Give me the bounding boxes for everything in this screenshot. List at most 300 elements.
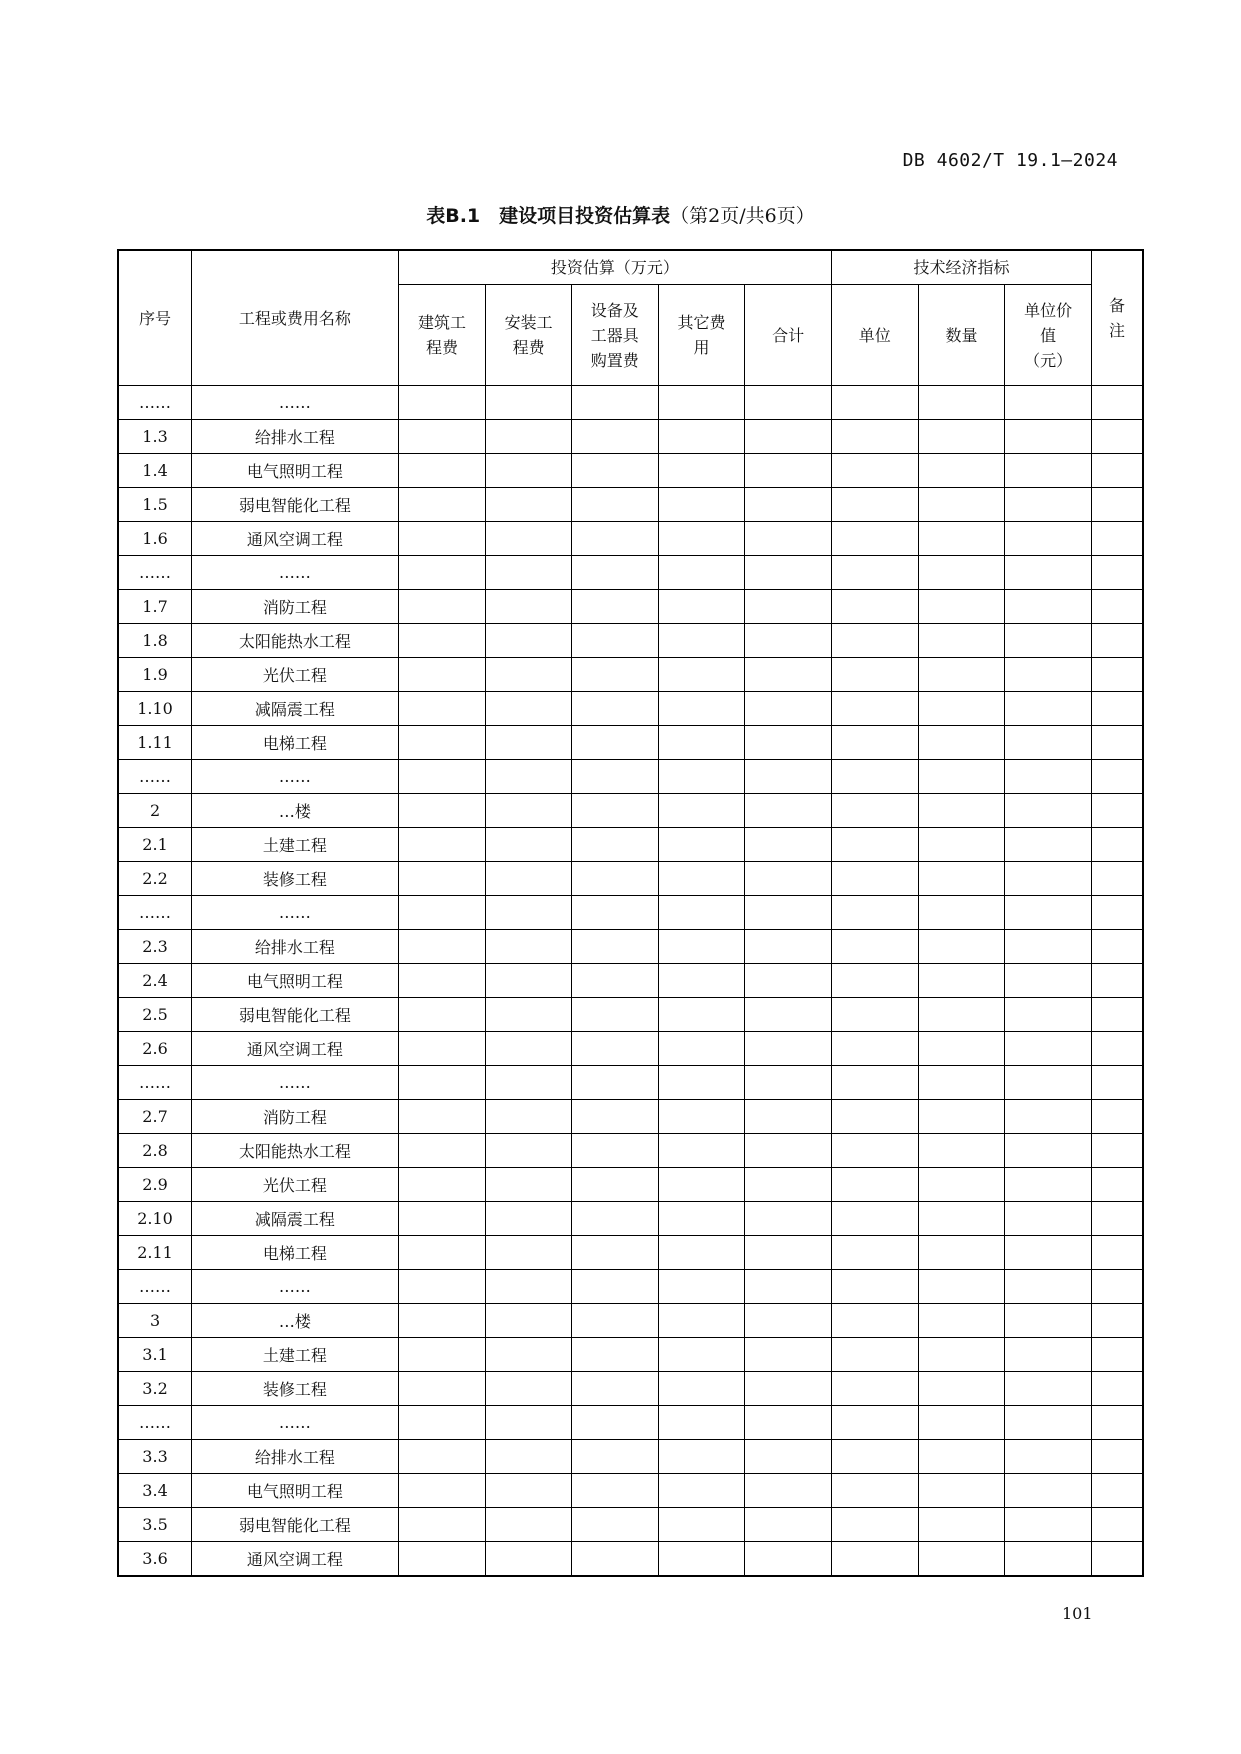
cell-empty: [658, 454, 745, 488]
cell-seq: 2.3: [118, 930, 192, 964]
cell-empty: [831, 1406, 918, 1440]
cell-empty: [745, 1372, 832, 1406]
cell-empty: [831, 930, 918, 964]
cell-empty: [831, 1236, 918, 1270]
table-row: [118, 624, 1143, 658]
cell-empty: [1005, 964, 1092, 998]
cell-empty: [486, 726, 572, 760]
cell-empty: [745, 1338, 832, 1372]
cell-empty: [486, 1134, 572, 1168]
cell-empty: [658, 1338, 745, 1372]
header-quantity: 数量: [918, 285, 1005, 386]
cell-empty: [486, 556, 572, 590]
table-row: [118, 1440, 1143, 1474]
cell-empty: [571, 420, 658, 454]
cell-name: 通风空调工程: [192, 1542, 399, 1577]
cell-name: 给排水工程: [192, 420, 399, 454]
table-row: [118, 794, 1143, 828]
cell-empty: [831, 1372, 918, 1406]
cell-empty: [831, 1202, 918, 1236]
cell-empty: [398, 1270, 486, 1304]
cell-empty: [658, 794, 745, 828]
cell-empty: [658, 658, 745, 692]
cell-empty: [398, 1440, 486, 1474]
cell-name: 消防工程: [192, 590, 399, 624]
cell-seq: 3.6: [118, 1542, 192, 1577]
cell-empty: [486, 624, 572, 658]
cell-empty: [831, 624, 918, 658]
cell-empty: [658, 964, 745, 998]
cell-empty: [398, 624, 486, 658]
cell-name: 给排水工程: [192, 1440, 399, 1474]
table-row: [118, 454, 1143, 488]
header-note: 备 注: [1091, 250, 1143, 386]
cell-name: 减隔震工程: [192, 1202, 399, 1236]
cell-empty: [831, 1100, 918, 1134]
cell-seq: ……: [118, 1406, 192, 1440]
cell-empty: [1091, 1338, 1143, 1372]
cell-empty: [658, 386, 745, 420]
cell-empty: [1091, 726, 1143, 760]
cell-empty: [831, 1304, 918, 1338]
table-row: [118, 658, 1143, 692]
cell-empty: [831, 1338, 918, 1372]
cell-name: 装修工程: [192, 1372, 399, 1406]
cell-empty: [398, 1100, 486, 1134]
cell-empty: [918, 1542, 1005, 1577]
cell-seq: 2.6: [118, 1032, 192, 1066]
header-unit: 单位: [831, 285, 918, 386]
cell-empty: [1005, 1066, 1092, 1100]
cell-empty: [918, 1304, 1005, 1338]
cell-empty: [486, 1202, 572, 1236]
cell-name: 通风空调工程: [192, 1032, 399, 1066]
cell-empty: [486, 692, 572, 726]
cell-empty: [1005, 624, 1092, 658]
cell-empty: [745, 1236, 832, 1270]
cell-empty: [571, 1440, 658, 1474]
cell-empty: [918, 1168, 1005, 1202]
cell-name: ……: [192, 760, 399, 794]
table-row: [118, 1406, 1143, 1440]
cell-empty: [571, 658, 658, 692]
cell-name: 土建工程: [192, 1338, 399, 1372]
cell-empty: [1005, 1474, 1092, 1508]
cell-empty: [918, 556, 1005, 590]
cell-empty: [1091, 1508, 1143, 1542]
cell-seq: 3.4: [118, 1474, 192, 1508]
cell-empty: [398, 726, 486, 760]
cell-empty: [745, 1440, 832, 1474]
cell-empty: [831, 1134, 918, 1168]
cell-empty: [658, 726, 745, 760]
cell-empty: [571, 624, 658, 658]
cell-empty: [1005, 1168, 1092, 1202]
cell-seq: ……: [118, 1066, 192, 1100]
investment-estimate-table: [117, 249, 1144, 1577]
cell-empty: [831, 1542, 918, 1577]
cell-name: …楼: [192, 794, 399, 828]
cell-empty: [831, 556, 918, 590]
cell-empty: [831, 1270, 918, 1304]
cell-empty: [831, 1440, 918, 1474]
cell-empty: [571, 1032, 658, 1066]
table-row: [118, 828, 1143, 862]
cell-empty: [1005, 1372, 1092, 1406]
cell-empty: [1005, 1440, 1092, 1474]
cell-empty: [571, 1338, 658, 1372]
cell-name: 弱电智能化工程: [192, 998, 399, 1032]
cell-empty: [571, 556, 658, 590]
cell-empty: [658, 760, 745, 794]
cell-empty: [571, 1168, 658, 1202]
cell-empty: [831, 386, 918, 420]
cell-seq: 1.7: [118, 590, 192, 624]
cell-empty: [1091, 454, 1143, 488]
cell-name: 光伏工程: [192, 658, 399, 692]
cell-seq: 3.3: [118, 1440, 192, 1474]
cell-empty: [1091, 1168, 1143, 1202]
cell-empty: [745, 896, 832, 930]
cell-empty: [745, 420, 832, 454]
cell-empty: [398, 1406, 486, 1440]
cell-name: 电气照明工程: [192, 1474, 399, 1508]
cell-empty: [486, 760, 572, 794]
cell-empty: [831, 828, 918, 862]
table-row: [118, 1508, 1143, 1542]
cell-empty: [1005, 454, 1092, 488]
cell-empty: [398, 1134, 486, 1168]
cell-empty: [486, 386, 572, 420]
table-row: [118, 1542, 1143, 1577]
cell-seq: 2.9: [118, 1168, 192, 1202]
cell-empty: [658, 930, 745, 964]
cell-empty: [745, 1134, 832, 1168]
cell-empty: [1091, 1032, 1143, 1066]
cell-empty: [918, 420, 1005, 454]
cell-empty: [658, 1406, 745, 1440]
cell-empty: [831, 964, 918, 998]
cell-name: ……: [192, 556, 399, 590]
cell-empty: [918, 1440, 1005, 1474]
header-investment-group: 投资估算（万元）: [398, 250, 831, 285]
table-row: [118, 420, 1143, 454]
table-row: [118, 1304, 1143, 1338]
cell-empty: [1091, 1066, 1143, 1100]
cell-empty: [918, 1508, 1005, 1542]
header-tech-group: 技术经济指标: [831, 250, 1091, 285]
cell-empty: [1091, 896, 1143, 930]
cell-empty: [831, 1474, 918, 1508]
cell-empty: [745, 1542, 832, 1577]
cell-empty: [1091, 658, 1143, 692]
cell-empty: [918, 454, 1005, 488]
cell-empty: [831, 998, 918, 1032]
header-building-cost: 建筑工 程费: [398, 285, 486, 386]
cell-empty: [486, 1270, 572, 1304]
table-row: [118, 488, 1143, 522]
cell-empty: [1005, 828, 1092, 862]
table-row: [118, 1270, 1143, 1304]
cell-empty: [571, 1508, 658, 1542]
cell-empty: [571, 760, 658, 794]
table-row: [118, 760, 1143, 794]
cell-empty: [486, 1236, 572, 1270]
cell-empty: [1091, 1474, 1143, 1508]
cell-empty: [831, 1066, 918, 1100]
cell-empty: [571, 1270, 658, 1304]
cell-name: ……: [192, 386, 399, 420]
table-row: [118, 1100, 1143, 1134]
table-row: [118, 998, 1143, 1032]
cell-empty: [658, 1168, 745, 1202]
cell-empty: [918, 726, 1005, 760]
cell-name: 电梯工程: [192, 726, 399, 760]
cell-empty: [918, 386, 1005, 420]
cell-name: 太阳能热水工程: [192, 1134, 399, 1168]
cell-empty: [398, 1304, 486, 1338]
cell-empty: [486, 862, 572, 896]
header-name: 工程或费用名称: [192, 250, 399, 386]
cell-empty: [918, 964, 1005, 998]
cell-name: ……: [192, 896, 399, 930]
cell-empty: [1005, 488, 1092, 522]
cell-empty: [918, 488, 1005, 522]
cell-empty: [918, 794, 1005, 828]
cell-empty: [745, 454, 832, 488]
cell-empty: [658, 828, 745, 862]
header-seq: 序号: [118, 250, 192, 386]
cell-empty: [486, 1066, 572, 1100]
cell-empty: [1091, 1236, 1143, 1270]
cell-empty: [398, 896, 486, 930]
table-row: [118, 556, 1143, 590]
header-total: 合计: [745, 285, 832, 386]
cell-empty: [658, 1542, 745, 1577]
cell-empty: [1091, 420, 1143, 454]
cell-empty: [1091, 1202, 1143, 1236]
table-row: [118, 386, 1143, 420]
cell-empty: [571, 488, 658, 522]
cell-empty: [658, 1032, 745, 1066]
cell-empty: [571, 1134, 658, 1168]
cell-empty: [831, 488, 918, 522]
table-row: [118, 1168, 1143, 1202]
cell-empty: [918, 1270, 1005, 1304]
cell-empty: [398, 522, 486, 556]
cell-empty: [1005, 386, 1092, 420]
cell-empty: [486, 930, 572, 964]
cell-empty: [658, 1304, 745, 1338]
cell-seq: 1.6: [118, 522, 192, 556]
cell-seq: 1.10: [118, 692, 192, 726]
cell-empty: [1005, 1542, 1092, 1577]
cell-name: 电气照明工程: [192, 454, 399, 488]
cell-empty: [1091, 1100, 1143, 1134]
table-row: [118, 964, 1143, 998]
cell-empty: [398, 964, 486, 998]
cell-empty: [571, 454, 658, 488]
cell-empty: [1091, 488, 1143, 522]
table-row: [118, 590, 1143, 624]
cell-empty: [486, 896, 572, 930]
cell-empty: [1091, 624, 1143, 658]
cell-empty: [486, 998, 572, 1032]
cell-empty: [398, 998, 486, 1032]
cell-seq: 2.7: [118, 1100, 192, 1134]
cell-seq: 3.1: [118, 1338, 192, 1372]
cell-empty: [398, 760, 486, 794]
cell-name: ……: [192, 1406, 399, 1440]
cell-empty: [745, 488, 832, 522]
cell-empty: [486, 1304, 572, 1338]
cell-empty: [831, 1032, 918, 1066]
cell-empty: [1005, 1338, 1092, 1372]
cell-empty: [571, 828, 658, 862]
cell-empty: [831, 1508, 918, 1542]
cell-empty: [831, 760, 918, 794]
cell-empty: [658, 1236, 745, 1270]
cell-empty: [1005, 556, 1092, 590]
cell-empty: [398, 556, 486, 590]
cell-empty: [918, 828, 1005, 862]
table-row: [118, 1202, 1143, 1236]
cell-empty: [1005, 760, 1092, 794]
cell-empty: [745, 624, 832, 658]
cell-empty: [918, 998, 1005, 1032]
cell-empty: [571, 1066, 658, 1100]
cell-empty: [918, 862, 1005, 896]
cell-empty: [918, 896, 1005, 930]
cell-empty: [658, 1066, 745, 1100]
cell-empty: [398, 454, 486, 488]
cell-empty: [1005, 998, 1092, 1032]
cell-empty: [745, 1202, 832, 1236]
cell-empty: [571, 1100, 658, 1134]
cell-empty: [398, 386, 486, 420]
cell-empty: [486, 420, 572, 454]
cell-empty: [918, 1100, 1005, 1134]
cell-empty: [1005, 590, 1092, 624]
cell-empty: [745, 998, 832, 1032]
table-row: [118, 1372, 1143, 1406]
table-title-page-info: （第2页/共6页）: [670, 205, 815, 227]
cell-empty: [658, 896, 745, 930]
cell-empty: [398, 1066, 486, 1100]
cell-empty: [398, 862, 486, 896]
cell-empty: [745, 862, 832, 896]
cell-empty: [571, 794, 658, 828]
cell-empty: [745, 1304, 832, 1338]
cell-empty: [1091, 1304, 1143, 1338]
cell-empty: [486, 1372, 572, 1406]
cell-empty: [745, 522, 832, 556]
cell-empty: [486, 1168, 572, 1202]
cell-empty: [398, 658, 486, 692]
cell-name: 电梯工程: [192, 1236, 399, 1270]
cell-empty: [571, 726, 658, 760]
cell-empty: [1005, 1304, 1092, 1338]
cell-empty: [1091, 1372, 1143, 1406]
document-code: DB 4602/T 19.1—2024: [902, 150, 1118, 171]
cell-name: 电气照明工程: [192, 964, 399, 998]
cell-empty: [398, 1168, 486, 1202]
cell-empty: [1091, 590, 1143, 624]
cell-empty: [486, 1406, 572, 1440]
cell-empty: [571, 1406, 658, 1440]
cell-seq: 2.2: [118, 862, 192, 896]
cell-empty: [1091, 930, 1143, 964]
cell-empty: [486, 964, 572, 998]
cell-empty: [486, 590, 572, 624]
cell-empty: [918, 590, 1005, 624]
cell-empty: [1091, 692, 1143, 726]
cell-empty: [918, 624, 1005, 658]
cell-empty: [1091, 828, 1143, 862]
cell-empty: [486, 1542, 572, 1577]
cell-empty: [1005, 692, 1092, 726]
cell-empty: [398, 794, 486, 828]
cell-empty: [658, 1474, 745, 1508]
cell-empty: [398, 828, 486, 862]
cell-name: 太阳能热水工程: [192, 624, 399, 658]
cell-seq: 1.11: [118, 726, 192, 760]
cell-empty: [918, 930, 1005, 964]
cell-empty: [745, 964, 832, 998]
table-row: [118, 692, 1143, 726]
cell-empty: [571, 862, 658, 896]
header-unit-price: 单位价 值 （元）: [1005, 285, 1092, 386]
cell-empty: [571, 692, 658, 726]
cell-empty: [571, 1304, 658, 1338]
table-row: [118, 522, 1143, 556]
cell-empty: [918, 760, 1005, 794]
cell-empty: [1091, 760, 1143, 794]
cell-empty: [658, 1134, 745, 1168]
cell-empty: [1091, 556, 1143, 590]
cell-empty: [745, 1168, 832, 1202]
cell-empty: [398, 420, 486, 454]
cell-empty: [918, 1406, 1005, 1440]
cell-empty: [486, 1338, 572, 1372]
cell-empty: [745, 726, 832, 760]
cell-empty: [1005, 658, 1092, 692]
cell-empty: [1091, 964, 1143, 998]
cell-empty: [745, 1270, 832, 1304]
cell-seq: 2.1: [118, 828, 192, 862]
cell-empty: [658, 998, 745, 1032]
cell-empty: [831, 454, 918, 488]
cell-empty: [658, 1440, 745, 1474]
cell-empty: [745, 760, 832, 794]
cell-empty: [918, 1066, 1005, 1100]
cell-empty: [398, 1338, 486, 1372]
cell-name: 弱电智能化工程: [192, 488, 399, 522]
header-install-cost: 安装工 程费: [486, 285, 572, 386]
cell-empty: [571, 1372, 658, 1406]
cell-empty: [831, 522, 918, 556]
table-row: [118, 1236, 1143, 1270]
cell-empty: [658, 522, 745, 556]
cell-empty: [745, 658, 832, 692]
cell-empty: [918, 1134, 1005, 1168]
table-row: [118, 930, 1143, 964]
cell-empty: [658, 556, 745, 590]
cell-empty: [486, 1508, 572, 1542]
cell-empty: [831, 862, 918, 896]
cell-seq: 1.3: [118, 420, 192, 454]
cell-empty: [486, 1440, 572, 1474]
